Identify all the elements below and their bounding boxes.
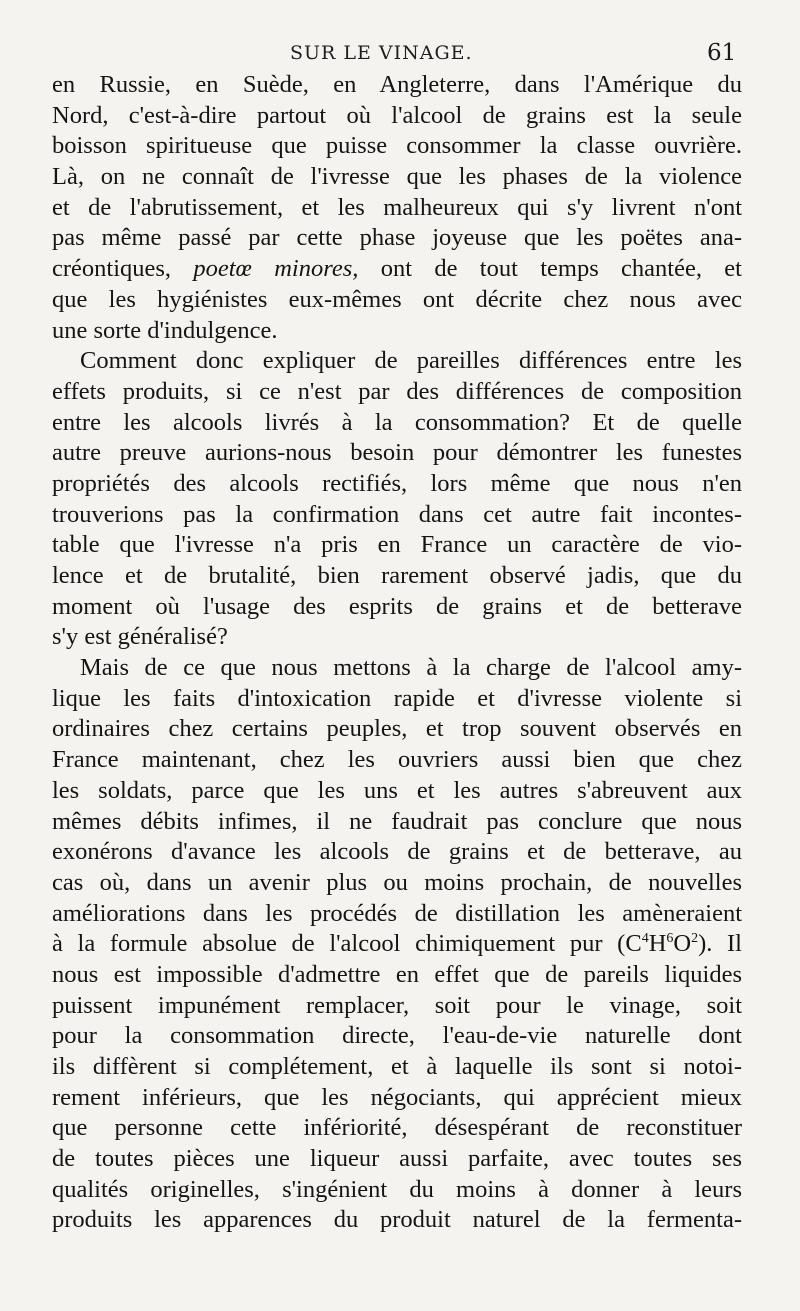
text-line: que les hygiénistes eux-mêmes ont décrite chez nous avec [52,285,742,313]
running-title: SUR LE VINAGE. [290,42,473,64]
page-number: 61 [707,40,737,66]
text-line: les soldats, parce que les uns et les autres s'abreuvent aux [52,776,742,804]
text-line: pour la consommation directe, l'eau-de-vie naturelle dont [52,1022,742,1050]
text-line: cas où, dans un avenir plus ou moins prochain, de nouvelles [52,868,742,896]
text-line: en Russie, en Suède, en Angleterre, dans l'Amérique du [52,71,742,98]
formula-symbol: H [648,930,667,958]
text-line: lence et de brutalité, bien rarement observé jadis, que du [52,562,742,589]
text-line: s'y est généralisé? [52,623,228,651]
text-line: Là, on ne connaît de l'ivresse que les phases de la violence [52,163,742,191]
text-fragment: ont de tout temps chantée, et [358,255,742,283]
formula-superscript: 4 [641,931,649,947]
formula-symbol: O [673,930,692,958]
page-header [0,40,800,70]
text-line: exonérons d'avance les alcools de grains et de betterave, au [52,838,742,866]
text-line: de toutes pièces une liqueur aussi parfaite, avec toutes ses [52,1145,742,1173]
formula-superscript: 6 [666,931,674,947]
text-line: et de l'abrutissement, et les malheureux qui s'y livrent n'ont [52,193,742,221]
text-line: améliorations dans les procédés de distillation les amèneraient [52,899,742,927]
text-fragment: créontiques, [52,255,194,283]
text-line-with-formula [52,929,742,960]
text-line: trouverions pas la confirmation dans cet autre fait incontes- [52,500,742,528]
text-line: pas même passé par cette phase joyeuse que les poëtes ana- [52,224,742,252]
text-line: entre les alcools livrés à la consommation? Et de quelle [52,408,742,436]
text-line: France maintenant, chez les ouvriers aussi bien que chez [52,746,742,774]
text-line: moment où l'usage des esprits de grains et de betterave [52,592,742,620]
text-line: Comment donc expliquer de pareilles différences entre les [80,347,742,375]
text-line: nous est impossible d'admettre en effet que de pareils liquides [52,960,742,988]
text-line: ils diffèrent si complétement, et à laquelle ils sont si notoi- [52,1053,742,1080]
body-text [52,70,742,1236]
formula-superscript: 2 [691,931,699,947]
text-line: Nord, c'est-à-dire partout où l'alcool de grains est la seule [52,101,742,129]
text-line: effets produits, si ce n'est par des différences de composition [52,377,742,405]
text-line: autre preuve aurions-nous besoin pour démontrer les funestes [52,439,742,467]
text-line: lique les faits d'intoxication rapide et d'ivresse violente si [52,684,742,712]
text-line: que personne cette infériorité, désespérant de reconstituer [52,1114,742,1142]
text-line: ordinaires chez certains peuples, et trop souvent observés en [52,715,742,743]
text-line: boisson spiritueuse que puisse consommer la classe ouvrière. [52,132,742,160]
italic-latin-phrase: poetœ minores, [193,255,359,283]
text-line: rement inférieurs, que les négociants, qui apprécient mieux [52,1083,742,1111]
text-line-with-italic [52,254,742,285]
text-fragment: ). Il [698,930,742,958]
text-line: propriétés des alcools rectifiés, lors même que nous n'en [52,469,742,497]
text-line: puissent impunément remplacer, soit pour le vinage, soit [52,991,742,1019]
text-line: une sorte d'indulgence. [52,316,278,344]
text-line: produits les apparences du produit naturel de la fermenta- [52,1206,742,1234]
text-line: mêmes débits infimes, il ne faudrait pas conclure que nous [52,807,742,835]
text-line: Mais de ce que nous mettons à la charge de l'alcool amy- [80,654,742,682]
text-line: qualités originelles, s'ingénient du moins à donner à leurs [52,1175,742,1203]
text-line: table que l'ivresse n'a pris en France un caractère de vio- [52,531,742,559]
text-fragment: à la formule absolue de l'alcool chimiquement pur (C [52,930,642,958]
